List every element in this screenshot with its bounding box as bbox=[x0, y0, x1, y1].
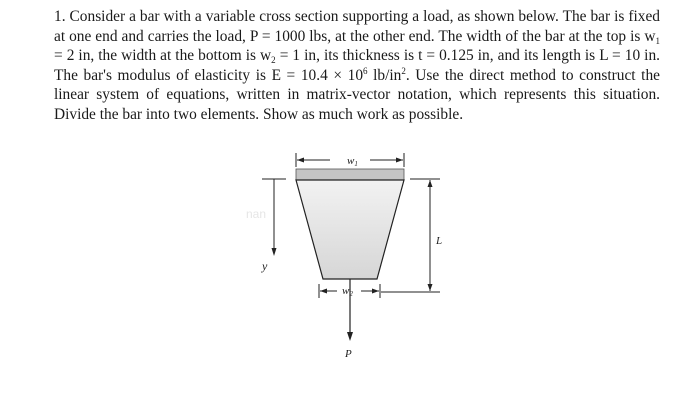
w2-label: w2 bbox=[342, 285, 353, 298]
P-label: P bbox=[345, 348, 352, 360]
problem-statement: 1. Consider a bar with a variable cross section supporting a load, as shown below. The bar is fixed at one end and carries the load, P = 1000 lbs, at the other end. The width of the bar at the top is $w_1 = 2$ in, the width at the bottom is $w_2 = 1$ in, its thickness is t = 0.125 in, and its length is L = 10 in. The bar's modulus of elasticity is $E = 10.4 \times 10^6$ $lb/in^2$. Use the direct method to construct the linear system of equations, written in matrix-vector notation, which represents this situation. Divide the bar into two elements. Show as much work as possible. bbox=[54, 8, 660, 123]
watermark-text: nan bbox=[246, 207, 267, 221]
y-label: y bbox=[262, 259, 268, 273]
tapered-bar bbox=[296, 180, 404, 279]
w1-label: w1 bbox=[347, 155, 358, 168]
fixed-support bbox=[296, 169, 404, 180]
y-axis bbox=[261, 179, 286, 273]
L-label: L bbox=[436, 235, 443, 247]
w1-dimension bbox=[296, 153, 404, 168]
problem-number: 1. bbox=[54, 8, 66, 25]
